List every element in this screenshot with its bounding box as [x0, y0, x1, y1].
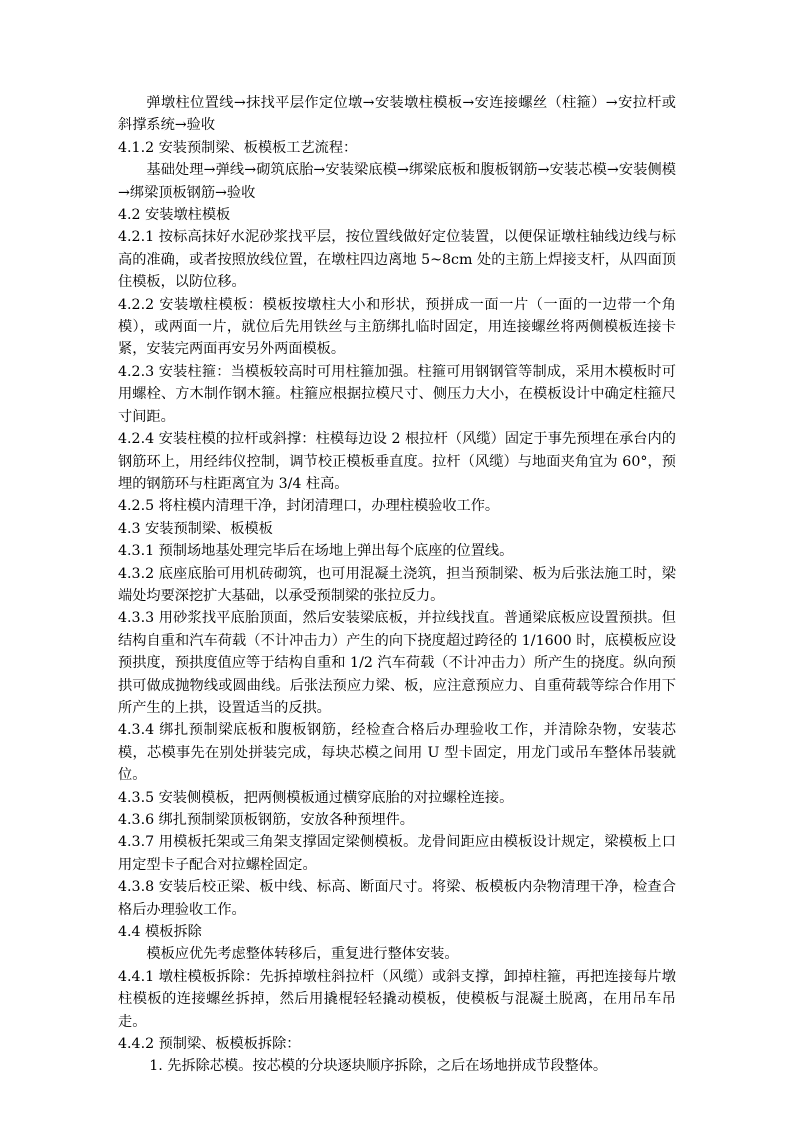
section-heading-4-1-2: 4.1.2 安装预制梁、板模板工艺流程： — [118, 139, 358, 156]
paragraph-4-3-5: 4.3.5 安装侧模板，把两侧模板通过横穿底胎的对拉螺栓连接。 — [118, 789, 514, 806]
document-page — [118, 92, 676, 1078]
paragraph-4-3-3: 4.3.3 用砂浆找平底胎顶面，然后安装梁底板，并拉线找直。普通梁底板应设置预拱。但结构自重和汽车荷载（不计冲击力）产生的向下挠度超过跨径的 1/1600 时，底模板应设预拱度，预拱度值应等于结构自重和 1/2 汽车荷载（不计冲击力）所产生的挠度。纵向预拱可做成抛物线或圆曲线。后张法预应力梁、板，应注意预应力、自重荷载等综合作用下所产生的上拱，设置适当的反拱。 — [118, 610, 676, 716]
paragraph-beam-sequence: 基础处理→弹线→砌筑底胎→安装梁底模→绑梁底板和腹板钢筋→安装芯模→安装侧模→绑梁顶板钢筋→验收 — [118, 162, 676, 201]
paragraph-4-3-2: 4.3.2 底座底胎可用机砖砌筑，也可用混凝土浇筑，担当预制梁、板为后张法施工时，梁端处均要深挖扩大基础，以承受预制梁的张拉反力。 — [118, 565, 676, 604]
section-heading-4-2: 4.2 安装墩柱模板 — [118, 207, 231, 224]
paragraph-4-3-1: 4.3.1 预制场地基处理完毕后在场地上弹出每个底座的位置线。 — [118, 543, 514, 560]
paragraph-4-3-6: 4.3.6 绑扎预制梁顶板钢筋，安放各种预埋件。 — [118, 812, 414, 828]
paragraph-4-3-8: 4.3.8 安装后校正梁、板中线、标高、断面尺寸。将梁、板模板内杂物清理干净，检查合格后办理验收工作。 — [118, 879, 676, 918]
paragraph-construction-sequence: 弹墩柱位置线→抹找平层作定位墩→安装墩柱模板→安连接螺丝（柱箍）→安拉杆或斜撑系统→验收 — [118, 95, 676, 134]
paragraph-4-3-7: 4.3.7 用模板托架或三角架支撑固定梁侧模板。龙骨间距应由模板设计规定，梁模板上口用定型卡子配合对拉螺栓固定。 — [118, 834, 676, 873]
section-heading-4-3: 4.3 安装预制梁、板模板 — [118, 520, 273, 537]
section-heading-4-4-2: 4.4.2 预制梁、板模板拆除： — [118, 1036, 301, 1053]
section-heading-4-4: 4.4 模板拆除 — [118, 924, 202, 941]
paragraph-4-2-2: 4.2.2 安装墩柱模板：模板按墩柱大小和形状，预拼成一面一片（一面的一边带一个角模），或两面一片，就位后先用铁丝与主筋绑扎临时固定，用连接螺丝将两侧模板连接卡紧，安装完两面再安另外两面模板。 — [118, 296, 676, 358]
paragraph-4-3-4: 4.3.4 绑扎预制梁底板和腹板钢筋，经检查合格后办理验收工作，并清除杂物，安装芯模，芯模事先在别处拼装完成，每块芯模之间用 U 型卡固定，用龙门或吊车整体吊装就位。 — [118, 722, 676, 784]
paragraph-4-2-3: 4.2.3 安装柱箍：当模板较高时可用柱箍加强。柱箍可用钢钢管等制成，采用木模板时可用螺栓、方木制作钢木箍。柱箍应根据拉模尺寸、侧压力大小，在模板设计中确定柱箍尺寸间距。 — [118, 363, 676, 425]
paragraph-core-mold-removal: 1. 先拆除芯模。按芯模的分块逐块顺序拆除，之后在场地拼成节段整体。 — [149, 1058, 608, 1075]
paragraph-formwork-transfer: 模板应优先考虑整体转移后，重复进行整体安装。 — [146, 946, 459, 963]
paragraph-4-2-4: 4.2.4 安装柱模的拉杆或斜撑：柱模每边设 2 根拉杆（风缆）固定于事先预埋在承台内的钢筋环上，用经纬仪控制，调节校正模板垂直度。拉杆（风缆）与地面夹角宜为 60°，预埋的钢筋环与柱距离宜为 3/4 柱高。 — [118, 431, 676, 492]
paragraph-4-4-1: 4.4.1 墩柱模板拆除：先拆掉墩柱斜拉杆（风缆）或斜支撑，卸掉柱箍，再把连接每片墩柱模板的连接螺丝拆掉，然后用撬棍轻轻撬动模板，使模板与混凝土脱离，在用吊车吊走。 — [118, 968, 676, 1030]
paragraph-4-2-1: 4.2.1 按标高抹好水泥砂浆找平层，按位置线做好定位装置，以便保证墩柱轴线边线与标高的准确，或者按照放线位置，在墩柱四边离地 5~8cm 处的主筋上焊接支杆，从四面顶住模板，以防位移。 — [118, 229, 676, 291]
paragraph-4-2-5: 4.2.5 将柱模内清理干净，封闭清理口，办理柱模验收工作。 — [118, 498, 500, 515]
